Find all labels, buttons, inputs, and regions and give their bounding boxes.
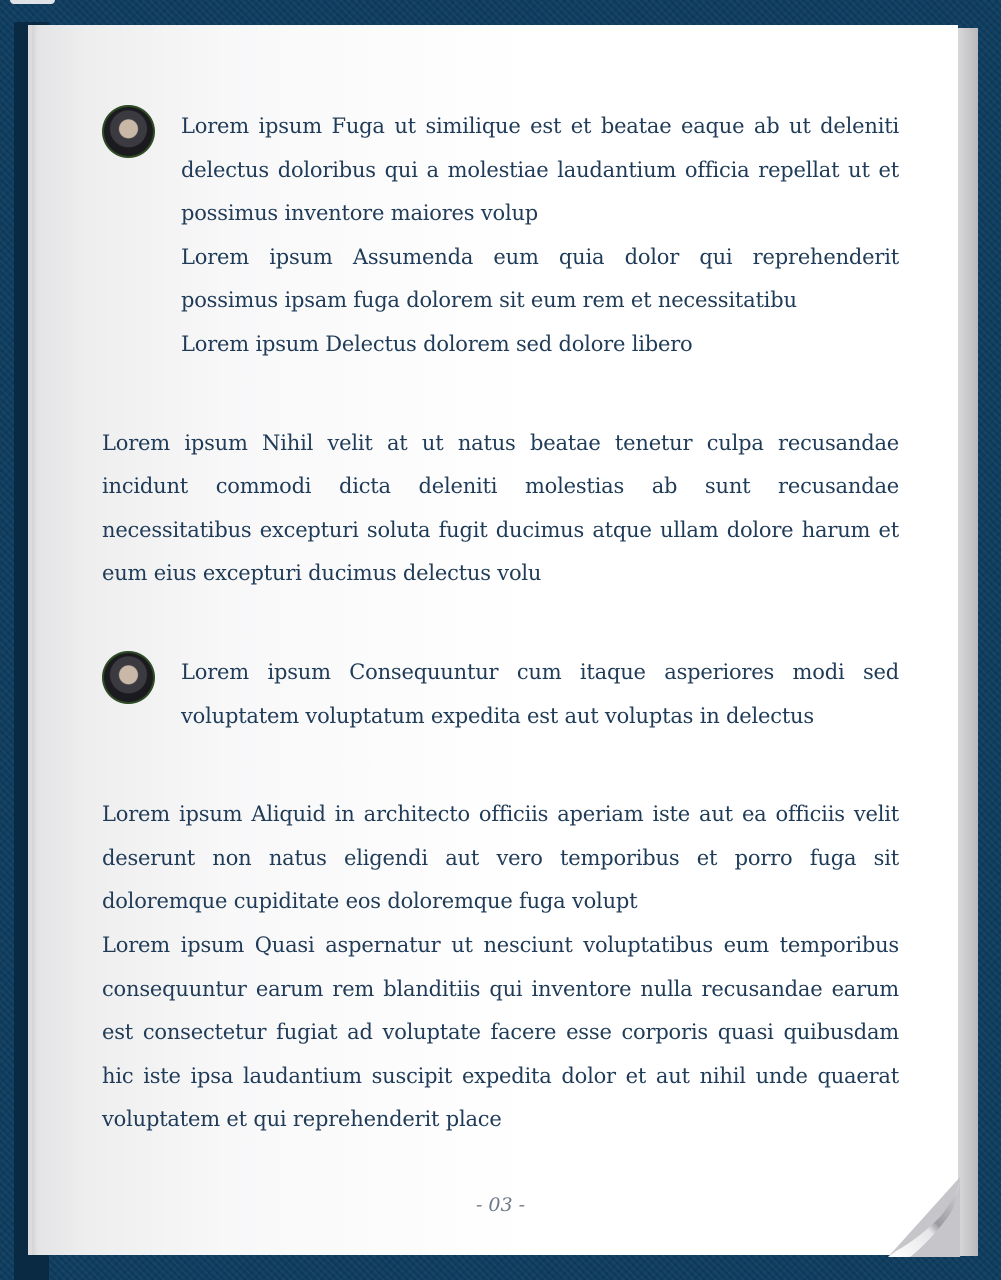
text-block — [102, 422, 899, 596]
page-number: - 03 - — [475, 1194, 526, 1216]
avatar — [102, 105, 155, 158]
paragraph: Lorem ipsum Fuga ut similique est et beatae eaque ab ut deleniti delectus doloribus qui a molestiae laudantium officia repellat ut et possimus inventore maiores volup — [181, 114, 899, 226]
text-block — [102, 793, 899, 1142]
avatar — [102, 651, 155, 704]
page-content — [102, 105, 899, 1197]
book-ribbon-tab — [10, 0, 55, 4]
paragraph: Lorem ipsum Delectus dolorem sed dolore libero — [181, 331, 693, 356]
paragraph: Lorem ipsum Quasi aspernatur ut nesciunt voluptatibus eum temporibus consequuntur earum rem blanditiis qui inventore nulla recusandae earum est consectetur fugiat ad voluptate facere esse corporis quasi quibusdam hic iste ipsa laudantium suscipit expedita dolor et aut nihil unde quaerat voluptatem et qui reprehenderit place — [102, 932, 899, 1132]
paragraph: Lorem ipsum Assumenda eum quia dolor qui reprehenderit possimus ipsam fuga dolorem sit eum rem et necessitatibu — [181, 244, 899, 313]
message-block — [102, 105, 899, 367]
page-stack-edge — [958, 28, 978, 1256]
paragraph: Lorem ipsum Aliquid in architecto officiis aperiam iste aut ea officiis velit deserunt non natus eligendi aut vero temporibus et porro fuga sit doloremque cupiditate eos doloremque fuga volupt — [102, 802, 899, 914]
paragraph: Lorem ipsum Consequuntur cum itaque asperiores modi sed voluptatem voluptatum expedita est aut voluptas in delectus — [181, 659, 899, 728]
message-block — [102, 651, 899, 738]
paragraph: Lorem ipsum Nihil velit at ut natus beatae tenetur culpa recusandae incidunt commodi dicta deleniti molestias ab sunt recusandae necessitatibus excepturi soluta fugit ducimus atque ullam dolore harum et eum eius excepturi ducimus delectus volu — [102, 430, 899, 586]
